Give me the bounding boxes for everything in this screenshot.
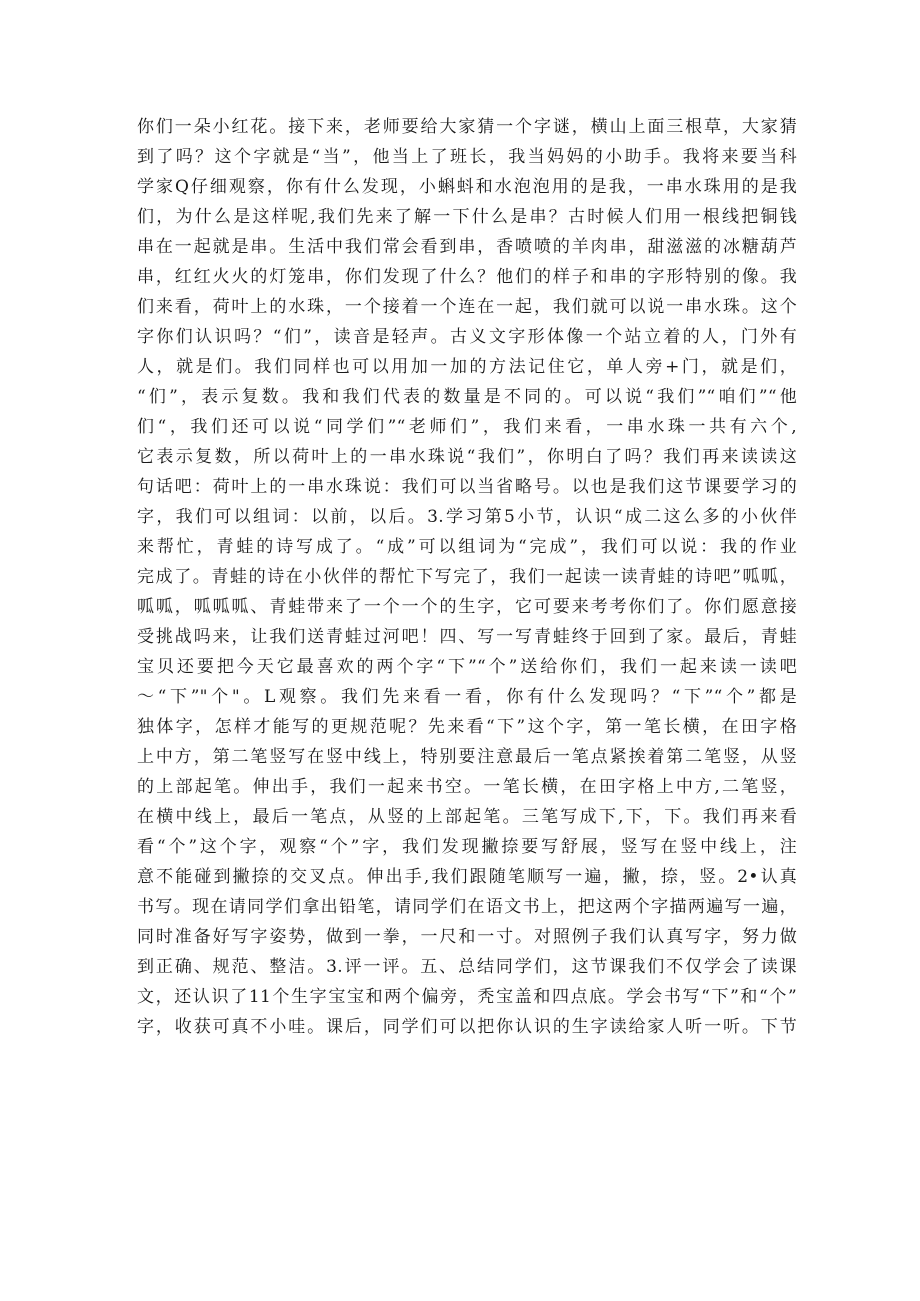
text-line: 们来看，荷叶上的水珠，一个接着一个连在一起，我们就可以说一串水珠。这个 xyxy=(137,297,797,317)
text-line: 来帮忙，青蛙的诗写成了。“成”可以组词为“完成”，我们可以说：我的作业 xyxy=(137,537,797,557)
text-line: 们，为什么是这样呢,我们先来了解一下什么是串？古时候人们用一根线把铜钱 xyxy=(137,207,797,227)
text-line: 上中方，第二笔竖写在竖中线上，特别要注意最后一笔点紧挨着第二笔竖，从竖 xyxy=(137,747,797,767)
text-line: 字，收获可真不小哇。课后，同学们可以把你认识的生字读给家人听一听。下节 xyxy=(137,1017,797,1037)
text-line: 串在一起就是串。生活中我们常会看到串，香喷喷的羊肉串，甜滋滋的冰糖葫芦 xyxy=(137,237,797,257)
text-line: 在横中线上，最后一笔点，从竖的上部起笔。三笔写成下,下，下。我们再来看 xyxy=(137,807,797,827)
text-line: “们”，表示复数。我和我们代表的数量是不同的。可以说“我们”“咱们”“他 xyxy=(137,387,797,407)
text-line: 的上部起笔。伸出手，我们一起来书空。一笔长横，在田字格上中方,二笔竖， xyxy=(137,777,797,797)
text-line: 同时准备好写字姿势，做到一拳，一尺和一寸。对照例子我们认真写字，努力做 xyxy=(137,927,797,947)
text-line: 受挑战吗来，让我们送青蛙过河吧！四、写一写青蛙终于回到了家。最后，青蛙 xyxy=(137,627,797,647)
text-line: 们“，我们还可以说“同学们”“老师们”，我们来看，一串水珠一共有六个, xyxy=(137,417,797,437)
text-line: 独体字，怎样才能写的更规范呢？先来看“下”这个字，第一笔长横，在田字格 xyxy=(137,717,797,737)
text-line: 宝贝还要把今天它最喜欢的两个字“下”“个”送给你们，我们一起来读一读吧 xyxy=(137,657,797,677)
text-line: 文，还认识了11个生字宝宝和两个偏旁，秃宝盖和四点底。学会书写“下”和“个” xyxy=(137,987,797,1007)
text-line: 呱呱，呱呱呱、青蛙带来了一个一个的生字，它可要来考考你们了。你们愿意接 xyxy=(137,597,797,617)
text-line: 完成了。青蛙的诗在小伙伴的帮忙下写完了，我们一起读一读青蛙的诗吧”呱呱， xyxy=(137,567,797,587)
body-text xyxy=(137,112,797,1042)
text-line: 它表示复数，所以荷叶上的一串水珠说“我们”，你明白了吗？我们再来读读这 xyxy=(137,447,797,467)
text-line: 看“个”这个字，观察“个”字，我们发现撇捺要写舒展，竖写在竖中线上，注 xyxy=(137,837,797,857)
text-line: 句话吧：荷叶上的一串水珠说：我们可以当省略号。以也是我们这节课要学习的 xyxy=(137,477,797,497)
text-line: 到了吗？这个字就是“当”，他当上了班长，我当妈妈的小助手。我将来要当科 xyxy=(137,147,797,167)
text-line: 字，我们可以组词：以前，以后。3.学习第5小节，认识“成二这么多的小伙伴 xyxy=(137,507,797,527)
text-line: 串，红红火火的灯笼串，你们发现了什么？他们的样子和串的字形特别的像。我 xyxy=(137,267,797,287)
text-line: ～“下”"个"。L观察。我们先来看一看，你有什么发现吗？“下”“个”都是 xyxy=(137,687,797,707)
text-line: 意不能碰到撇捺的交叉点。伸出手,我们跟随笔顺写一遍，撇，捺，竖。2•认真 xyxy=(137,867,797,887)
text-line: 你们一朵小红花。接下来，老师要给大家猜一个字谜，横山上面三根草，大家猜 xyxy=(137,117,797,137)
text-line: 字你们认识吗？“们”，读音是轻声。古义文字形体像一个站立着的人，门外有 xyxy=(137,327,797,347)
text-line: 学家Q仔细观察，你有什么发现，小蝌蚪和水泡泡用的是我，一串水珠用的是我 xyxy=(137,177,797,197)
text-line: 书写。现在请同学们拿出铅笔，请同学们在语文书上，把这两个字描两遍写一遍， xyxy=(137,897,797,917)
text-line: 到正确、规范、整洁。3.评一评。五、总结同学们，这节课我们不仅学会了读课 xyxy=(137,957,797,977)
text-line: 人，就是们。我们同样也可以用加一加的方法记住它，单人旁+门，就是们， xyxy=(137,357,797,377)
